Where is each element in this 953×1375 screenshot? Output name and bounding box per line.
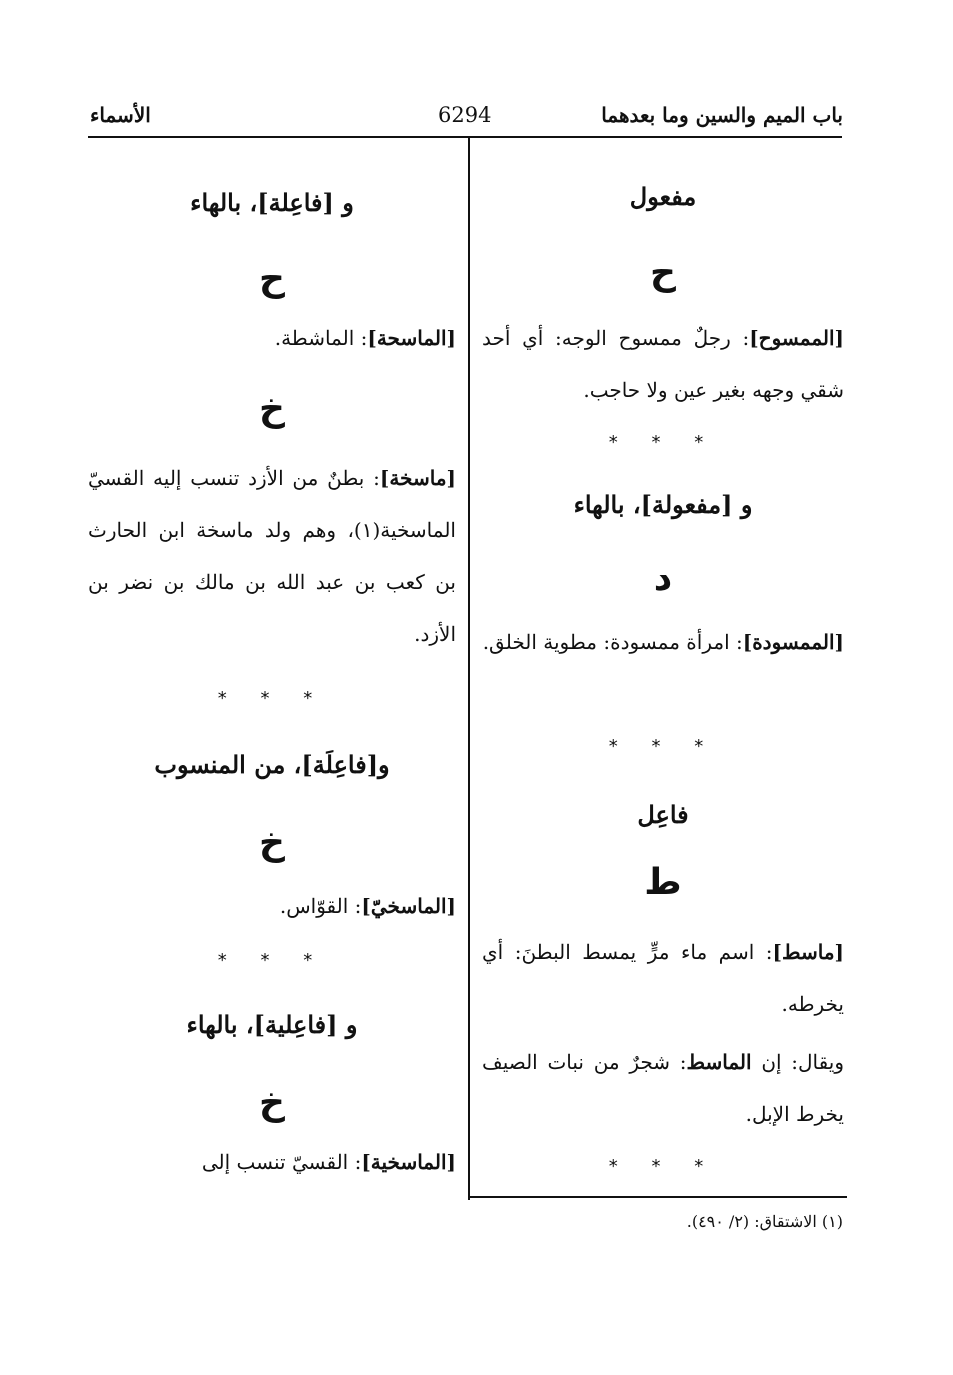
section-separator: * * * — [608, 736, 718, 757]
section-separator: * * * — [217, 688, 327, 709]
entry-mamsooda — [482, 616, 844, 668]
entry-term: [الممسوح] — [749, 326, 844, 350]
footnote: (١) الاشتقاق: (٢/ ٤٩٠). — [686, 1212, 843, 1231]
running-header-section: الأسماء — [90, 103, 151, 127]
entry-definition: : القسيّ تنسب إلى — [201, 1150, 362, 1174]
letter-heading: خ — [259, 1082, 285, 1123]
header-rule — [88, 136, 842, 138]
entry-term: [ماسخة] — [379, 466, 456, 490]
heading-faila-mansub: و[فاعِلَة]، من المنسوب — [154, 750, 390, 779]
entry-term: [ماسط] — [772, 940, 844, 964]
column-divider — [468, 138, 470, 1200]
letter-heading: خ — [259, 822, 285, 863]
letter-heading: ط — [644, 862, 682, 903]
entry-definition: : رجلٌ ممسوح الوجه: أي أحد شقي وجهه بغير عين ولا حاجب. — [482, 326, 844, 402]
entry-masiha — [88, 312, 456, 364]
entry-term: [الماسحة] — [367, 326, 456, 350]
section-separator: * * * — [217, 950, 327, 971]
heading-mafoola: و [مفعولة]، بالهاء — [573, 490, 753, 519]
entry-term: [الممسودة] — [742, 630, 844, 654]
entry-definition: : الماشطة. — [274, 326, 368, 350]
section-separator: * * * — [608, 1156, 718, 1177]
heading-failiya: و [فاعِلية]، بالهاء — [186, 1010, 358, 1039]
heading-fail: فاعِل — [637, 800, 689, 829]
heading-mafool: مفعول — [629, 182, 697, 211]
entry-definition: : اسم ماء مرٍّ يمسط البطنَ: أي يخرطه. — [482, 940, 844, 1016]
entry-term: الماسط — [686, 1050, 752, 1074]
entry-definition: : القوّاس. — [279, 894, 362, 918]
entry-masit — [482, 926, 844, 1030]
letter-heading: خ — [259, 388, 285, 429]
entry-masikhiya — [88, 1136, 456, 1188]
footnote-rule — [470, 1196, 847, 1198]
entry-masikha — [88, 452, 456, 660]
entry-masikhi — [88, 880, 456, 932]
letter-heading: ح — [650, 252, 676, 293]
heading-faila: و [فاعِلة]، بالهاء — [190, 188, 354, 217]
entry-definition: : امرأة ممسودة: مطوية الخلق. — [482, 630, 743, 654]
entry-definition: : شجرٌ من نبات الصيف يخرط الإبل. — [482, 1050, 844, 1126]
page-number: 6294 — [438, 103, 492, 127]
letter-heading: د — [653, 558, 673, 599]
running-header-chapter: باب الميم والسين وما بعدهما — [601, 103, 843, 127]
entry-prefix: ويقال: إن — [751, 1050, 844, 1074]
entry-definition: : بطنٌ من الأزد تنسب إليه القسيّ الماسخية(١)، وهم ولد ماسخة ابن الحارث بن كعب بن عبد الله بن مالك بن نضر بن الأزد. — [88, 466, 456, 646]
entry-mamsooh — [482, 312, 844, 416]
entry-term: [الماسخيّ] — [361, 894, 456, 918]
entry-term: [الماسخية] — [361, 1150, 456, 1174]
letter-heading: ح — [259, 258, 285, 299]
entry-almasit — [482, 1036, 844, 1140]
section-separator: * * * — [608, 432, 718, 453]
